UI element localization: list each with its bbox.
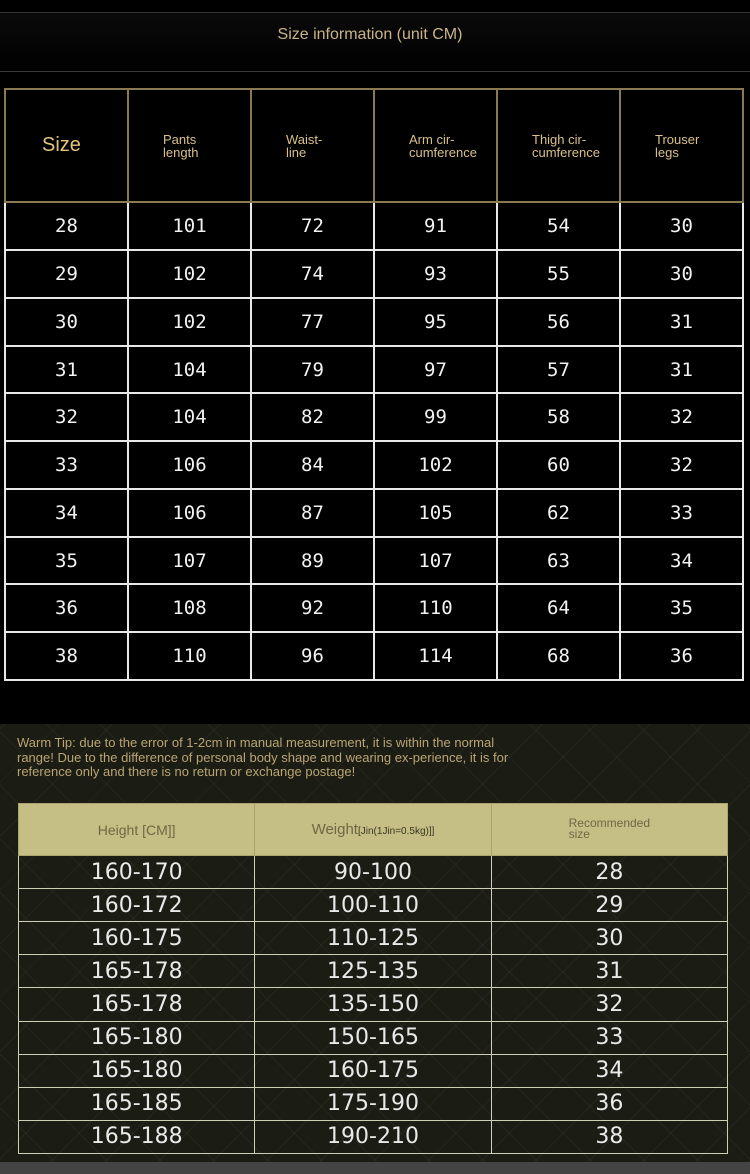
size-cell: 87: [251, 489, 374, 537]
size-row: [5, 537, 743, 585]
warm-tip: Warm Tip: due to the error of 1-2cm in manual measurement, it is within the normal range! Due to the difference of personal body shape and wearing ex-perience, it is for reference only and there is no return or exchange postage!: [17, 735, 509, 779]
size-cell: 31: [620, 346, 743, 394]
rec-cell: 165-180: [19, 1021, 255, 1054]
size-cell: 31: [620, 298, 743, 346]
rec-cell: 29: [491, 889, 727, 922]
size-cell: 107: [374, 537, 497, 585]
size-cell: 79: [251, 346, 374, 394]
size-cell: 30: [620, 250, 743, 298]
size-cell: 54: [497, 202, 620, 250]
size-table: [4, 88, 744, 681]
rec-cell: 135-150: [255, 988, 491, 1021]
size-cell: 95: [374, 298, 497, 346]
size-cell: 63: [497, 537, 620, 585]
size-cell: 62: [497, 489, 620, 537]
size-cell: 104: [128, 346, 251, 394]
size-cell: 33: [5, 441, 128, 489]
rec-cell: 34: [491, 1054, 727, 1087]
size-cell: 110: [374, 584, 497, 632]
size-cell: 57: [497, 346, 620, 394]
rec-cell: 150-165: [255, 1021, 491, 1054]
recommendation-table: [18, 803, 728, 1154]
size-cell: 32: [620, 393, 743, 441]
size-cell: 91: [374, 202, 497, 250]
size-cell: 101: [128, 202, 251, 250]
rec-cell: 190-210: [255, 1120, 491, 1153]
size-cell: 36: [5, 584, 128, 632]
size-cell: 30: [620, 202, 743, 250]
size-cell: 35: [620, 584, 743, 632]
size-cell: 56: [497, 298, 620, 346]
size-cell: 35: [5, 537, 128, 585]
header-height: Height [CM]]: [19, 804, 255, 856]
header-weight: [255, 804, 491, 856]
size-cell: 34: [620, 537, 743, 585]
size-cell: 102: [128, 298, 251, 346]
size-cell: 33: [620, 489, 743, 537]
size-row: [5, 202, 743, 250]
size-table-body: [5, 202, 743, 680]
size-cell: 104: [128, 393, 251, 441]
size-cell: 108: [128, 584, 251, 632]
rec-cell: 32: [491, 988, 727, 1021]
rec-row: [19, 1120, 728, 1153]
size-cell: 107: [128, 537, 251, 585]
size-cell: 60: [497, 441, 620, 489]
size-row: [5, 250, 743, 298]
size-cell: 96: [251, 632, 374, 680]
size-cell: 84: [251, 441, 374, 489]
rec-row: [19, 988, 728, 1021]
size-row: [5, 393, 743, 441]
size-cell: 30: [5, 298, 128, 346]
rec-row: [19, 922, 728, 955]
size-cell: 72: [251, 202, 374, 250]
rec-cell: 125-135: [255, 955, 491, 988]
size-cell: 29: [5, 250, 128, 298]
size-cell: 106: [128, 441, 251, 489]
rec-cell: 110-125: [255, 922, 491, 955]
rec-cell: 160-170: [19, 856, 255, 889]
size-cell: 31: [5, 346, 128, 394]
rec-row: [19, 856, 728, 889]
rec-cell: 165-185: [19, 1087, 255, 1120]
rec-cell: 28: [491, 856, 727, 889]
size-cell: 36: [620, 632, 743, 680]
rec-cell: 30: [491, 922, 727, 955]
rec-cell: 160-172: [19, 889, 255, 922]
rec-row: [19, 1087, 728, 1120]
rec-cell: 36: [491, 1087, 727, 1120]
rec-cell: 90-100: [255, 856, 491, 889]
size-row: [5, 346, 743, 394]
size-cell: 89: [251, 537, 374, 585]
page-title: Size information (unit CM): [277, 26, 463, 43]
rec-cell: 160-175: [255, 1054, 491, 1087]
rec-row: [19, 1021, 728, 1054]
size-cell: 32: [620, 441, 743, 489]
size-cell: 99: [374, 393, 497, 441]
size-cell: 55: [497, 250, 620, 298]
size-cell: 34: [5, 489, 128, 537]
rec-row: [19, 1054, 728, 1087]
rec-cell: 100-110: [255, 889, 491, 922]
size-cell: 68: [497, 632, 620, 680]
size-cell: 74: [251, 250, 374, 298]
size-cell: 102: [128, 250, 251, 298]
size-cell: 93: [374, 250, 497, 298]
rec-cell: 33: [491, 1021, 727, 1054]
header-trouser-legs: Trouser legs: [620, 89, 743, 202]
rec-row: [19, 889, 728, 922]
weight-unit-note: [Jin(1Jin=0.5kg)]]: [357, 826, 435, 838]
size-cell: 92: [251, 584, 374, 632]
rec-cell: 165-188: [19, 1120, 255, 1153]
header-arm-circumference: Arm cir- cumference: [374, 89, 497, 202]
size-cell: 105: [374, 489, 497, 537]
size-row: [5, 584, 743, 632]
rec-cell: 38: [491, 1120, 727, 1153]
size-cell: 102: [374, 441, 497, 489]
size-row: [5, 441, 743, 489]
rec-table-body: [19, 856, 728, 1154]
rec-cell: 31: [491, 955, 727, 988]
rec-cell: 160-175: [19, 922, 255, 955]
rec-row: [19, 955, 728, 988]
size-cell: 82: [251, 393, 374, 441]
size-cell: 106: [128, 489, 251, 537]
footer-strip: [0, 1162, 750, 1174]
size-cell: 77: [251, 298, 374, 346]
size-row: [5, 298, 743, 346]
size-cell: 32: [5, 393, 128, 441]
header-size: Size: [5, 89, 128, 202]
size-cell: 97: [374, 346, 497, 394]
size-cell: 110: [128, 632, 251, 680]
size-cell: 58: [497, 393, 620, 441]
header-recommended-size: [491, 804, 727, 856]
rec-cell: 165-178: [19, 955, 255, 988]
rec-table-header: [19, 804, 728, 856]
size-row: [5, 632, 743, 680]
size-table-header: [5, 89, 743, 202]
rec-cell: 165-180: [19, 1054, 255, 1087]
size-cell: 114: [374, 632, 497, 680]
size-cell: 28: [5, 202, 128, 250]
weight-label: Weight: [311, 821, 358, 839]
header-pants-length: Pants length: [128, 89, 251, 202]
rec-cell: 175-190: [255, 1087, 491, 1120]
size-row: [5, 489, 743, 537]
size-cell: 38: [5, 632, 128, 680]
rec-cell: 165-178: [19, 988, 255, 1021]
recommended-size-label: Recommended size: [568, 816, 651, 842]
header-thigh-circumference: Thigh cir- cumference: [497, 89, 620, 202]
size-cell: 64: [497, 584, 620, 632]
header-waistline: Waist- line: [251, 89, 374, 202]
